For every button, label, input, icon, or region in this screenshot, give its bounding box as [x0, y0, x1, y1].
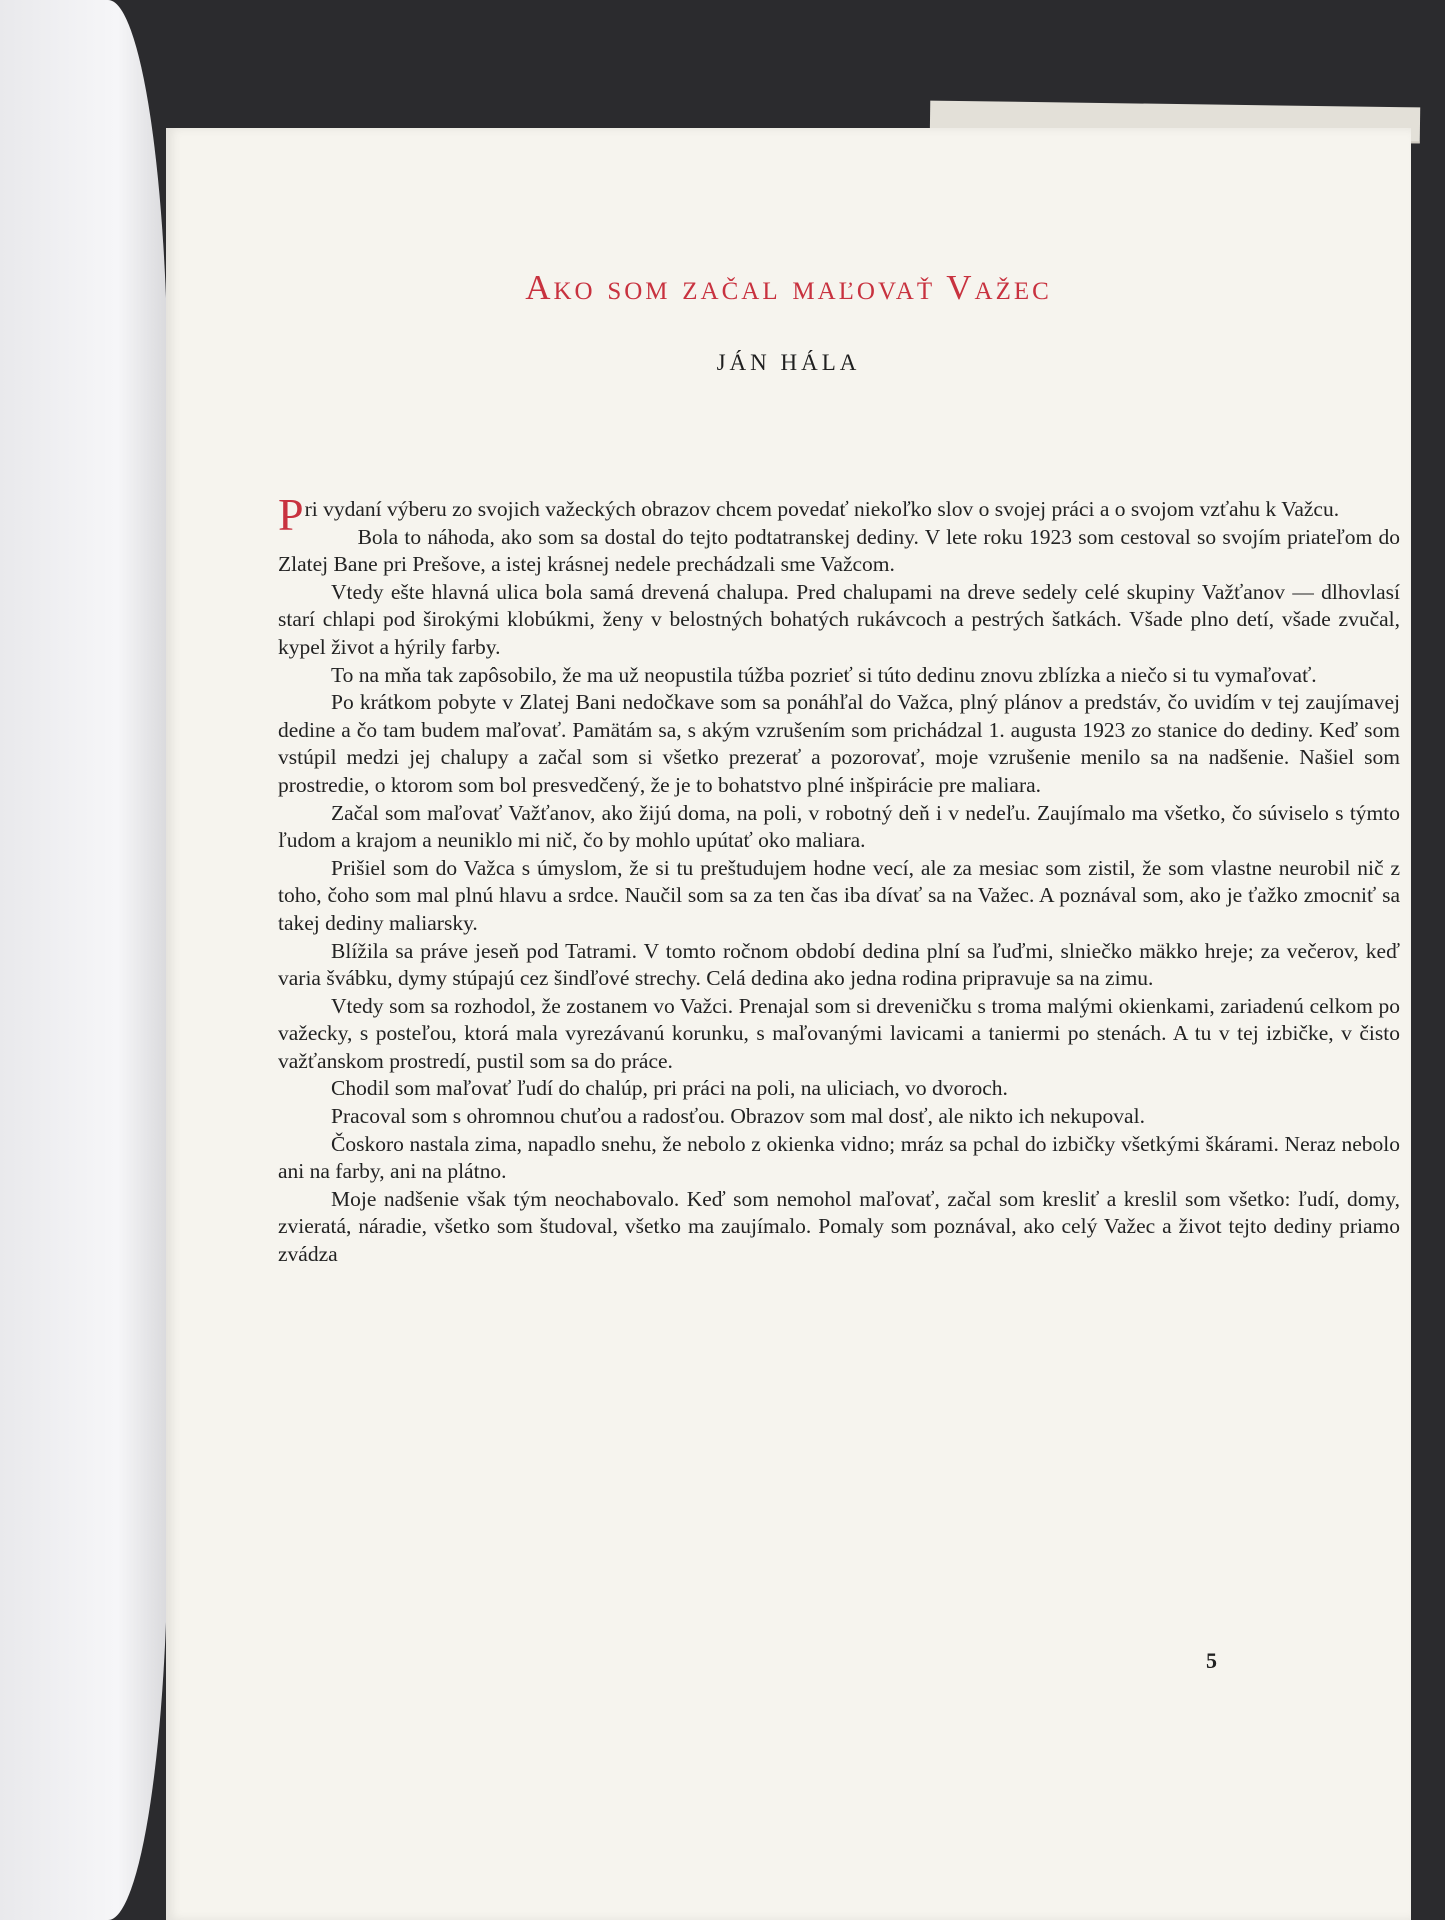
- paragraph: Pracoval som s ohromnou chuťou a radosťou. Obrazov som mal dosť, ale nikto ich nekupoval.: [331, 1104, 1145, 1129]
- paragraph: Čoskoro nastala zima, napadlo snehu, že nebolo z okienka vidno; mráz sa pchal do izbičky všetkými škárami. Neraz nebolo ani na farby, ani na plátno.: [278, 1131, 1400, 1184]
- paragraph: Prišiel som do Važca s úmyslom, že si tu preštudujem hodne vecí, ale za mesiac som zistil, že som vlastne neurobil nič z toho, čoho som mal plnú hlavu a srdce. Naučil som sa za ten čas iba dívať sa na Važec. A poznával som, ako je ťažko zmocniť sa takej dediny maliarsky.: [278, 855, 1400, 935]
- page-number: 5: [1206, 1648, 1217, 1673]
- paragraph: Začal som maľovať Važťanov, ako žijú doma, na poli, v robotný deň i v nedeľu. Zaujímalo ma všetko, čo súviselo s týmto ľudom a krajom a neuniklo mi nič, čo by mohlo upútať oko maliara.: [278, 800, 1400, 853]
- chapter-title: Ako som začal maľovať Važec: [525, 268, 1052, 307]
- book-page: [166, 128, 1411, 1920]
- first-paragraph: [278, 489, 1400, 540]
- paragraph: Vtedy som sa rozhodol, že zostanem vo Važci. Prenajal som si dreveničku s troma malými okienkami, zariadenú celkom po važecky, s posteľou, ktorá mala vyrezávanú korunku, s maľovanými lavicami a taniermi po stenách. A tu v tej izbičke, v čisto važťanskom prostredí, pustil som sa do práce.: [278, 993, 1400, 1073]
- author-name: JÁN HÁLA: [716, 350, 861, 375]
- paragraph: Po krátkom pobyte v Zlatej Bani nedočkave som sa ponáhľal do Važca, plný plánov a predstáv, čo uvidím v tej zaujímavej dedine a čo tam budem maľovať. Pamätám sa, s akým vzrušením som prichádzal 1. augusta 1923 zo stanice do dediny. Keď som vstúpil medzi jej chalupy a začal som si všetko prezerať a pozorovať, moje vzrušenie menilo sa na nadšenie. Našiel som prostredie, o ktorom som bol presvedčený, že je to bohatstvo plné inšpirácie pre maliara.: [278, 690, 1400, 797]
- paragraph: Chodil som maľovať ľudí do chalúp, pri práci na poli, na uliciach, vo dvoroch.: [331, 1076, 1008, 1101]
- drop-cap: P: [278, 489, 304, 540]
- body-text: [278, 489, 1400, 1269]
- paragraph: Blížila sa práve jeseň pod Tatrami. V tomto ročnom období dedina plní sa ľuďmi, slniečko mäkko hreje; za večerov, keď varia švábku, dymy stúpajú cez šindľové strechy. Celá dedina ako jedna rodina pripravuje sa na zimu.: [278, 938, 1400, 991]
- paragraph: Bola to náhoda, ako som sa dostal do tejto podtatranskej dediny. V lete roku 1923 som cestoval so svojím priateľom do Zlatej Bane pri Prešove, a istej krásnej nedele prechádzali sme Važcom.: [278, 524, 1400, 577]
- paragraph: To na mňa tak zapôsobilo, že ma už neopustila túžba pozrieť si túto dedinu znovu zblízka a niečo si tu vymaľovať.: [331, 662, 1317, 687]
- facing-page-edge: [0, 0, 168, 1920]
- first-paragraph-text: ri vydaní výberu zo svojich važeckých obrazov chcem povedať niekoľko slov o svojej práci a o svojom vzťahu k Važcu.: [304, 497, 1340, 521]
- paragraph: Moje nadšenie však tým neochabovalo. Keď som nemohol maľovať, začal som kresliť a kreslil som všetko: ľudí, domy, zvieratá, náradie, všetko som študoval, všetko ma zaujímalo. Pomaly som poznával, ako celý Važec a život tejto dediny priamo zvádza: [278, 1186, 1400, 1267]
- paragraph: Vtedy ešte hlavná ulica bola samá drevená chalupa. Pred chalupami na dreve sedely celé skupiny Važťanov — dlhovlasí starí chlapi pod širokými klobúkmi, ženy v belostných bohatých rukávcoch a pestrých šatkách. Všade plno detí, všade zvučal, kypel život a hýrily farby.: [278, 579, 1400, 659]
